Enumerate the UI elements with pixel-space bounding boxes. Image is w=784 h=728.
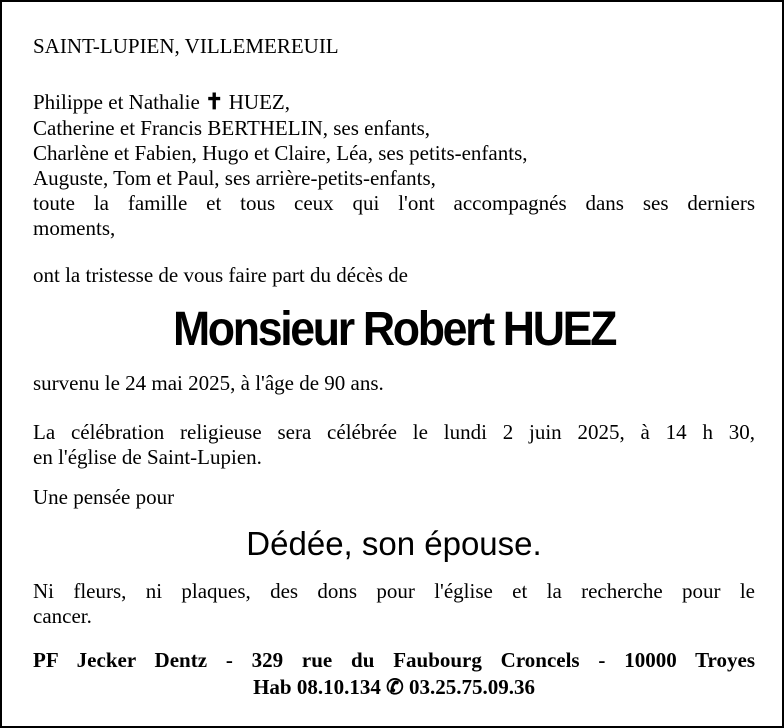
habilitation-number: Hab 08.10.134 xyxy=(253,675,381,699)
phone-icon: ✆ xyxy=(386,675,404,699)
spouse-tribute: Dédée, son épouse. xyxy=(246,525,542,562)
announcement-text: ont la tristesse de vous faire part du décès de xyxy=(33,263,408,287)
family-line-6: moments, xyxy=(33,216,116,240)
family-line-2: Catherine et Francis BERTHELIN, ses enfants, xyxy=(33,116,431,140)
family-line-5: toute la famille et tous ceux qui l'ont accompagnés dans ses derniers xyxy=(33,191,755,215)
cross-icon: ✝ xyxy=(205,89,224,114)
family-line-1 xyxy=(33,90,290,114)
wishes-line-1: Ni fleurs, ni plaques, des dons pour l'église et la recherche pour le xyxy=(33,579,755,603)
ceremony-line-1: La célébration religieuse sera célébrée le lundi 2 juin 2025, à 14 h 30, xyxy=(33,420,755,444)
deceased-details: survenu le 24 mai 2025, à l'âge de 90 ans. xyxy=(33,371,384,395)
thought-intro: Une pensée pour xyxy=(33,485,175,509)
location-header: SAINT-LUPIEN, VILLEMEREUIL xyxy=(33,34,339,58)
family-line-4: Auguste, Tom et Paul, ses arrière-petits-enfants, xyxy=(33,166,436,190)
phone-number: 03.25.75.09.36 xyxy=(408,675,535,699)
family-line-3: Charlène et Fabien, Hugo et Claire, Léa, ses petits-enfants, xyxy=(33,141,528,165)
family-surname: HUEZ, xyxy=(228,90,290,114)
ceremony-line-2: en l'église de Saint-Lupien. xyxy=(33,445,262,469)
deceased-name: Monsieur Robert HUEZ xyxy=(172,303,616,356)
funeral-home-contact xyxy=(33,675,755,699)
funeral-home-address: PF Jecker Dentz - 329 rue du Faubourg Croncels - 10000 Troyes xyxy=(33,648,755,672)
family-parents: Philippe et Nathalie xyxy=(33,90,200,114)
wishes-line-2: cancer. xyxy=(33,604,92,628)
